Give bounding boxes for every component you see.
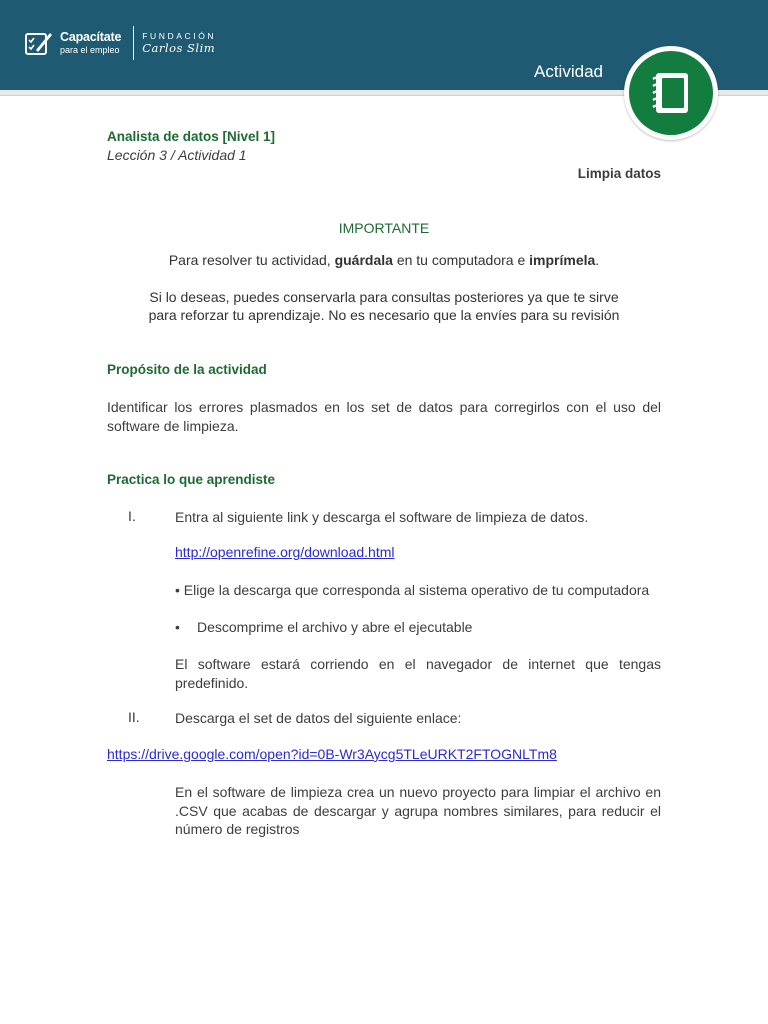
instruction-text: Para resolver tu actividad, [168, 252, 335, 268]
course-title: Analista de datos [Nivel 1] [107, 129, 276, 144]
logo-main-text: Capacítate [60, 30, 122, 45]
purpose-text: Identificar los errores plasmados en los set de datos para corregirlos con el uso del software de limpieza. [107, 399, 661, 434]
instruction-end: . [595, 252, 600, 268]
capacitate-logo [24, 26, 216, 60]
purpose-heading: Propósito de la actividad [107, 362, 267, 377]
instruction-text-mid: en tu computadora e [392, 252, 530, 268]
practice-heading: Practica lo que aprendiste [107, 472, 276, 487]
logo-sub-text: para el empleo [60, 44, 120, 55]
note-line-2: para reforzar tu aprendizaje. No es necesario que la envíes para su revisión [148, 307, 620, 323]
checklist-icon [24, 30, 54, 56]
lesson-label: Lección 3 / Actividad 1 [107, 147, 247, 163]
bullet-mark: • [175, 619, 180, 635]
bullet-os-download: • Elige la descarga que corresponda al sistema operativo de tu computadora [175, 582, 650, 598]
foundation-logo [142, 32, 216, 55]
step-1-text: Entra al siguiente link y descarga el software de limpieza de datos. [175, 509, 589, 525]
step-2-number: II. [128, 709, 140, 725]
logo-divider [133, 26, 134, 60]
bullet-unzip-text: Descomprime el archivo y abre el ejecutable [197, 619, 473, 635]
instruction-line [0, 252, 768, 268]
notebook-icon [629, 51, 713, 135]
dataset-drive-link[interactable]: https://drive.google.com/open?id=0B-Wr3Aycg5TLeURKT2FTOGNLTm8 [107, 746, 557, 762]
important-heading: IMPORTANTE [338, 220, 430, 236]
step-2-note: En el software de limpieza crea un nuevo proyecto para limpiar el archivo en .CSV que acabas de descargar y agrupa nombres similares, para reducir el número de registros [175, 784, 661, 837]
foundation-signature: Carlos Slim [142, 41, 216, 55]
bullet-unzip [175, 618, 661, 637]
activity-title: Actividad [534, 62, 603, 81]
step-1-number: I. [128, 508, 136, 524]
step-1-note: El software estará corriendo en el navegador de internet que tengas predefinido. [175, 656, 661, 691]
foundation-label: FUNDACIÓN [142, 30, 217, 41]
instruction-save: guárdala [334, 252, 393, 268]
step-2-text: Descarga el set de datos del siguiente enlace: [175, 710, 462, 726]
instruction-print: imprímela [529, 252, 596, 268]
note-line-1: Si lo deseas, puedes conservarla para consultas posteriores ya que te sirve [149, 289, 619, 305]
topic-label: Limpia datos [577, 166, 661, 181]
activity-badge [624, 46, 718, 140]
openrefine-download-link[interactable]: http://openrefine.org/download.html [175, 544, 395, 560]
